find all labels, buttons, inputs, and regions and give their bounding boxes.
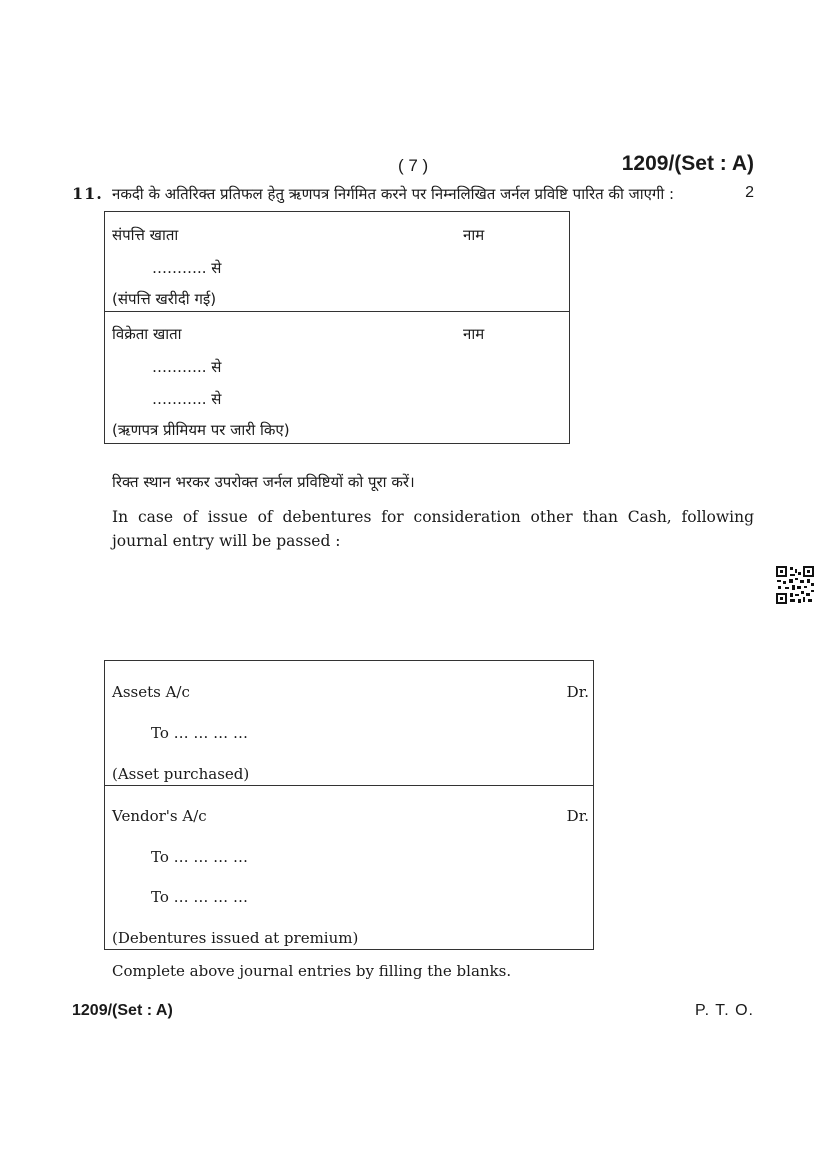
- english-entry-2-credit-1: To … … … …: [151, 848, 248, 866]
- english-journal-box: [104, 660, 594, 950]
- hindi-entry-2-credit-2: ……….. से: [152, 390, 222, 408]
- hindi-entry-2-credit-1: ……….. से: [152, 358, 222, 376]
- hindi-entry-1-account: संपत्ति खाता: [112, 226, 179, 244]
- paper-code-footer: 1209/(Set : A): [72, 1002, 173, 1019]
- english-entry-divider: [105, 785, 593, 786]
- english-entry-2-credit-2: To … … … …: [151, 888, 248, 906]
- hindi-entry-2-dr: नाम: [463, 325, 485, 343]
- page-number: ( 7 ): [398, 156, 429, 175]
- english-entry-1-dr: Dr.: [566, 683, 589, 701]
- english-entry-1-credit: To … … … …: [151, 724, 248, 742]
- hindi-entry-divider: [105, 311, 569, 312]
- english-entry-2-narration: (Debentures issued at premium): [112, 929, 359, 947]
- qr-code-icon: [776, 566, 814, 604]
- question-text-english: In case of issue of debentures for consideration other than Cash, following journal entry will be passed :: [112, 508, 754, 550]
- hindi-entry-2-account: विक्रेता खाता: [112, 325, 182, 343]
- question-marks: 2: [745, 184, 754, 201]
- question-number: 11.: [72, 184, 103, 203]
- hindi-entry-2-narration: (ऋणपत्र प्रीमियम पर जारी किए): [112, 421, 290, 439]
- hindi-entry-1-credit: ……….. से: [152, 259, 222, 277]
- english-entry-1-account: Assets A/c: [112, 683, 190, 701]
- pto-label: P. T. O.: [695, 1002, 754, 1019]
- paper-code-header: 1209/(Set : A): [621, 152, 754, 175]
- english-entry-2-account: Vendor's A/c: [112, 807, 207, 825]
- question-text-hindi: नकदी के अतिरिक्त प्रतिफल हेतु ऋणपत्र निर्गमित करने पर निम्नलिखित जर्नल प्रविष्टि पारित की जाएगी :: [112, 185, 675, 203]
- english-entry-1-narration: (Asset purchased): [112, 765, 250, 783]
- hindi-entry-1-narration: (संपत्ति खरीदी गई): [112, 290, 217, 308]
- hindi-journal-box: [104, 211, 570, 444]
- hindi-entry-1-dr: नाम: [463, 226, 485, 244]
- hindi-instruction: रिक्त स्थान भरकर उपरोक्त जर्नल प्रविष्टियों को पूरा करें।: [112, 473, 415, 491]
- english-instruction: Complete above journal entries by filling the blanks.: [112, 962, 512, 980]
- english-entry-2-dr: Dr.: [566, 807, 589, 825]
